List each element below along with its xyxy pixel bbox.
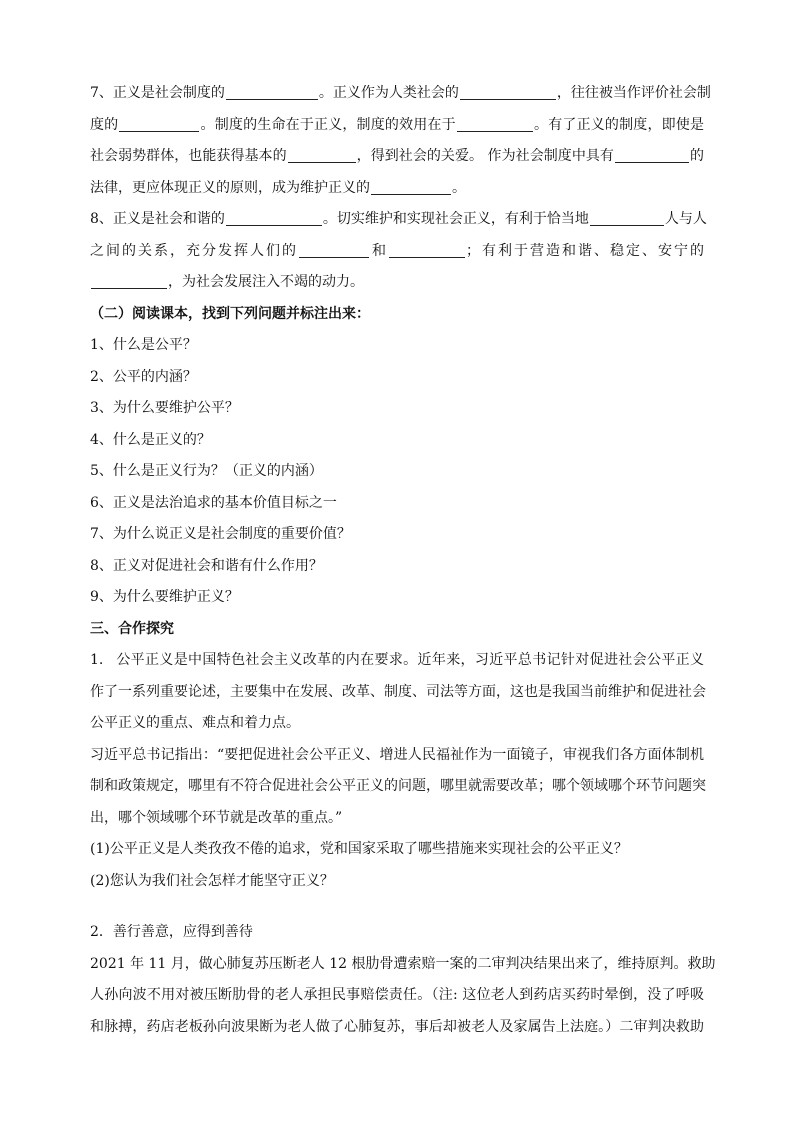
q8-text: 之间的关系，充分发挥人们的 <box>90 242 298 259</box>
q8-text: 人与人 <box>664 211 707 227</box>
question-item: 2、公平的内涵？ <box>90 368 197 385</box>
q7-text: 法律，更应体现正义的原则，成为维护正义的 <box>90 179 370 196</box>
item2-line: 和脉搏，药店老板孙向波果断为老人做了心肺复苏，事后却被老人及家属告上法庭。）二审判决救助 <box>90 1018 704 1035</box>
q7-text: 。有了正义的制度，即使是 <box>533 116 705 133</box>
q7-line-4 <box>90 173 704 205</box>
item2-line: 2021 年 11 月，做心肺复苏压断老人 12 根肋骨遭索赔一案的二审判决结果出来了，维持原判。救助 <box>90 955 716 972</box>
q7-text: ，得到社会的关爱。 作为社会制度中具有 <box>356 148 614 164</box>
section-3-heading: 三、合作探究 <box>90 620 174 637</box>
q7-line-3 <box>90 141 704 173</box>
item1-quote-line: 习近平总书记指出：“要把促进社会公平正义、增进人民福祉作为一面镜子，审视我们各方面体制机 <box>90 746 704 763</box>
question-item: 1、什么是公平？ <box>90 337 197 353</box>
q7-text: ，往往被当作评价社会制 <box>556 85 711 101</box>
question-item: 5、什么是正义行为？（正义的内涵） <box>90 463 323 479</box>
item2-title: 2．善行善意，应得到善待 <box>90 924 253 940</box>
q7-text: 7、正义是社会制度的 <box>90 85 225 101</box>
item1-para1-line <box>90 645 704 677</box>
q7-text: 度的 <box>90 116 119 133</box>
fill-blank[interactable] <box>371 178 451 195</box>
fill-blank[interactable] <box>119 115 199 132</box>
question-item: 6、正义是法治追求的基本价值目标之一 <box>90 494 337 511</box>
item1-quote-line: 出，哪个领域哪个环节就是改革的重点。” <box>90 809 343 826</box>
fill-blank[interactable] <box>226 83 318 100</box>
q7-line-2 <box>90 110 704 142</box>
q8-text: ；有利于营造和谐、稳定、安宁的 <box>466 242 704 259</box>
item1-subquestion-1: (1)公平正义是人类孜孜不倦的追求，党和国家采取了哪些措施来实现社会的公平正义？ <box>90 841 628 857</box>
section-2-heading: （二）阅读课本，找到下列问题并标注出来： <box>90 305 370 322</box>
item1-para1-line: 公平正义的重点、难点和着力点。 <box>90 715 300 731</box>
q7-text: 。制度的生命在于正义，制度的效用在于 <box>200 116 456 133</box>
fill-blank[interactable] <box>299 241 369 258</box>
question-item: 8、正义对促进社会和谐有什么作用？ <box>90 557 323 574</box>
q7-text: 。正义作为人类社会的 <box>318 85 459 101</box>
fill-blank[interactable] <box>288 146 356 163</box>
item1-number: 1. <box>90 652 104 668</box>
q8-line-3 <box>90 267 704 299</box>
item1-para1-line: 作了一系列重要论述，主要集中在发展、改革、制度、司法等方面，这也是我国当前维护和促进社会 <box>90 683 706 700</box>
fill-blank[interactable] <box>590 209 664 226</box>
q8-text: 和 <box>370 242 388 259</box>
q7-text: 社会弱势群体，也能获得基本的 <box>90 148 287 164</box>
q8-text: 。切实维护和实现社会正义，有利于恰当地 <box>322 211 589 227</box>
question-item: 7、为什么说正义是社会制度的重要价值？ <box>90 526 351 542</box>
fill-blank[interactable] <box>457 115 533 132</box>
question-item: 9、为什么要维护正义？ <box>90 589 239 605</box>
item1-text: 公平正义是中国特色社会主义改革的内在要求。近年来，习近平总书记针对促进社会公平正义 <box>116 652 704 668</box>
q7-line-1 <box>90 78 711 110</box>
q7-text: 。 <box>452 179 466 196</box>
fill-blank[interactable] <box>460 83 556 100</box>
fill-blank[interactable] <box>226 209 322 226</box>
item2-line: 人孙向波不用对被压断肋骨的老人承担民事赔偿责任。（注: 这位老人到药店买药时晕倒，没了呼吸 <box>90 987 704 1003</box>
q8-text: ，为社会发展注入不竭的动力。 <box>168 274 364 290</box>
q8-line-2 <box>90 236 704 268</box>
document-page <box>90 78 716 1043</box>
item1-quote-line: 制和政策规定，哪里有不符合促进社会公平正义的问题，哪里就需要改革；哪个领域哪个环节问题突 <box>90 778 706 794</box>
fill-blank[interactable] <box>91 272 167 289</box>
fill-blank[interactable] <box>389 241 465 258</box>
q8-line-1 <box>90 204 707 236</box>
question-item: 3、为什么要维护公平？ <box>90 400 239 416</box>
fill-blank[interactable] <box>615 146 689 163</box>
q8-text: 8、正义是社会和谐的 <box>90 211 225 227</box>
q7-text: 的 <box>689 148 705 164</box>
item1-subquestion-2: (2)您认为我们社会怎样才能坚守正义？ <box>90 872 334 889</box>
question-item: 4、什么是正义的？ <box>90 431 211 448</box>
